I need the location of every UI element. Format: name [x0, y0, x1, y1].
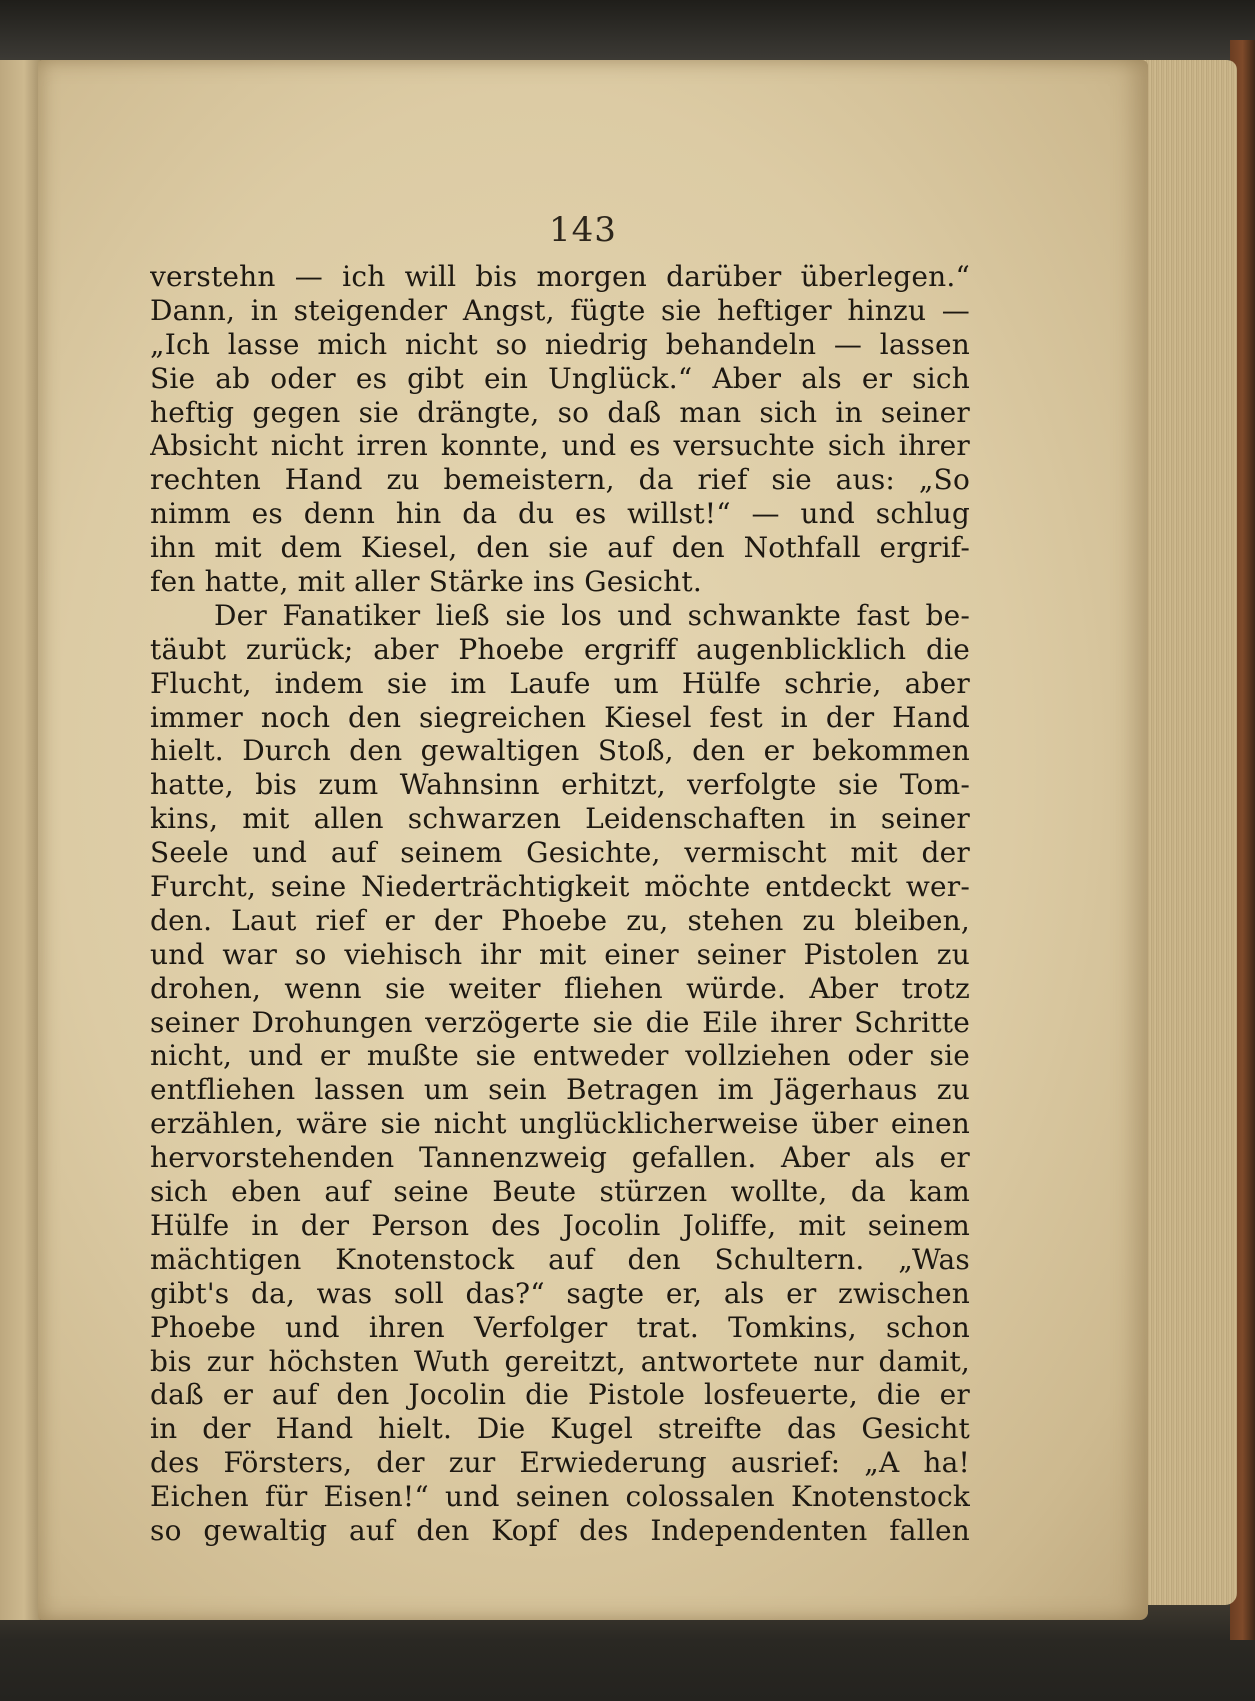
text-line: hervorstehenden Tannenzweig gefallen. Aber als er	[150, 1141, 970, 1175]
text-line: heftig gegen sie drängte, so daß man sich in seiner	[150, 395, 970, 429]
text-line: immer noch den siegreichen Kiesel fest in der Hand	[150, 700, 970, 734]
text-line: nicht, und er mußte sie entweder vollziehen oder sie	[150, 1039, 970, 1073]
text-line: nimm es denn hin da du es willst!“ — und schlug	[150, 497, 970, 531]
text-line: Seele und auf seinem Gesichte, vermischt mit der	[150, 836, 970, 870]
text-line: in der Hand hielt. Die Kugel streifte das Gesicht	[150, 1412, 970, 1446]
text-line: „Ich lasse mich nicht so niedrig behandeln — lassen	[150, 327, 970, 361]
page-block-edges	[1140, 60, 1237, 1605]
book-page	[38, 60, 1148, 1620]
text-line: ihn mit dem Kiesel, den sie auf den Nothfall ergrif-	[150, 531, 970, 565]
text-line: bis zur höchsten Wuth gereitzt, antwortete nur damit,	[150, 1344, 970, 1378]
text-line: hielt. Durch den gewaltigen Stoß, den er bekommen	[150, 734, 970, 768]
text-line: täubt zurück; aber Phoebe ergriff augenblicklich die	[150, 632, 970, 666]
facing-page-edge	[0, 60, 42, 1620]
page-text	[150, 260, 970, 1548]
text-line: Furcht, seine Niederträchtigkeit möchte entdeckt wer-	[150, 870, 970, 904]
text-line: Dann, in steigender Angst, fügte sie heftiger hinzu —	[150, 293, 970, 327]
text-line: entfliehen lassen um sein Betragen im Jägerhaus zu	[150, 1073, 970, 1107]
text-line: Flucht, indem sie im Laufe um Hülfe schrie, aber	[150, 666, 970, 700]
text-line: sich eben auf seine Beute stürzen wollte, da kam	[150, 1175, 970, 1209]
text-line: verstehn — ich will bis morgen darüber überlegen.“	[150, 260, 970, 293]
text-line: mächtigen Knotenstock auf den Schultern. „Was	[150, 1242, 970, 1276]
text-line: Der Fanatiker ließ sie los und schwankte fast be-	[214, 598, 970, 632]
page-number: 143	[549, 210, 617, 250]
text-line: kins, mit allen schwarzen Leidenschaften in seiner	[150, 802, 970, 836]
text-line: rechten Hand zu bemeistern, da rief sie aus: „So	[150, 463, 970, 497]
text-line: drohen, wenn sie weiter fliehen würde. Aber trotz	[150, 971, 970, 1005]
text-line: Absicht nicht irren konnte, und es versuchte sich ihrer	[150, 429, 970, 463]
text-line: Phoebe und ihren Verfolger trat. Tomkins, schon	[150, 1310, 970, 1344]
text-line: hatte, bis zum Wahnsinn erhitzt, verfolgte sie Tom-	[150, 768, 970, 802]
text-line: den. Laut rief er der Phoebe zu, stehen zu bleiben,	[150, 903, 970, 937]
text-line: Hülfe in der Person des Jocolin Joliffe, mit seinem	[150, 1208, 970, 1242]
text-line: des Försters, der zur Erwiederung ausrief: „A ha!	[150, 1446, 970, 1480]
text-line: so gewaltig auf den Kopf des Independenten fallen	[150, 1513, 970, 1547]
text-line: gibt's da, was soll das?“ sagte er, als er zwischen	[150, 1276, 970, 1310]
text-line: daß er auf den Jocolin die Pistole losfeuerte, die er	[150, 1378, 970, 1412]
text-line: Eichen für Eisen!“ und seinen colossalen Knotenstock	[150, 1480, 970, 1514]
text-line: fen hatte, mit aller Stärke ins Gesicht.	[150, 565, 702, 599]
text-line: und war so viehisch ihr mit einer seiner Pistolen zu	[150, 937, 970, 971]
text-line: Sie ab oder es gibt ein Unglück.“ Aber als er sich	[150, 361, 970, 395]
text-line: seiner Drohungen verzögerte sie die Eile ihrer Schritte	[150, 1005, 970, 1039]
text-line: erzählen, wäre sie nicht unglücklicherweise über einen	[150, 1107, 970, 1141]
